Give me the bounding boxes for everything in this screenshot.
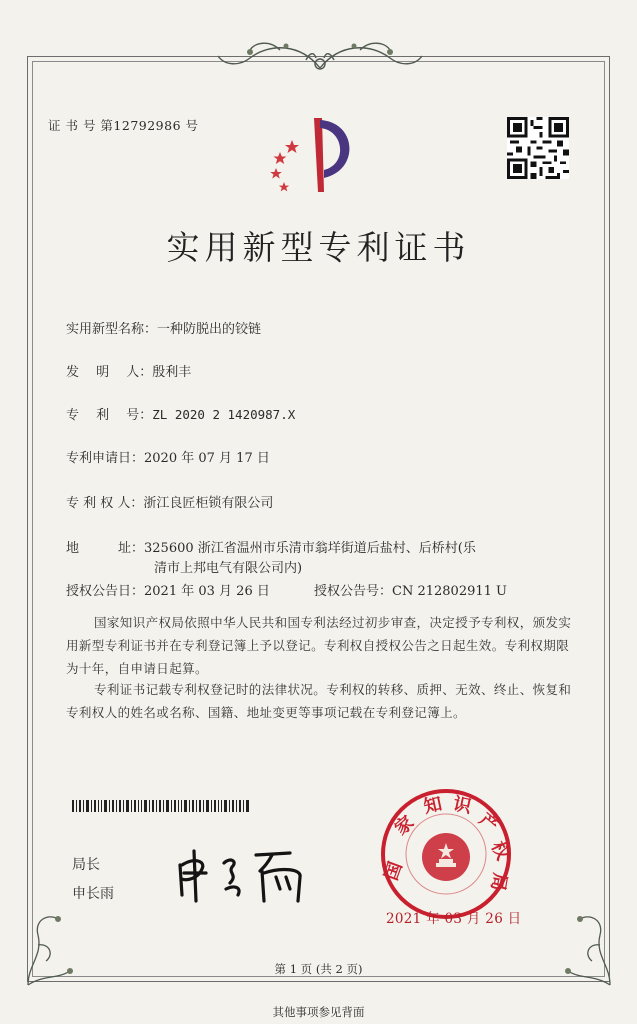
patentee-row bbox=[66, 492, 273, 511]
seal-char-1: 国 bbox=[380, 859, 406, 883]
director-signature bbox=[172, 843, 322, 905]
certificate-inner-border bbox=[32, 61, 605, 977]
seal-char-3: 知 bbox=[421, 793, 444, 817]
address-row bbox=[66, 537, 476, 556]
seal-char-6: 权 bbox=[487, 838, 513, 863]
footer-note: 其他事项参见背面 bbox=[272, 1005, 365, 1019]
legal-paragraph-1: 国家知识产权局依照中华人民共和国专利法经过初步审查，决定授予专利权，颁发实用新型专利证书并在专利登记簿上予以登记。专利权自授权公告之日起生效。专利权期限为十年，自申请日起算。 bbox=[66, 615, 572, 676]
certificate-number bbox=[48, 116, 199, 134]
certificate-title: 实用新型专利证书 bbox=[166, 228, 471, 267]
logo-stars bbox=[270, 140, 299, 191]
logo-stroke bbox=[314, 118, 324, 192]
qr-code bbox=[507, 117, 569, 179]
seal-char-7: 局 bbox=[487, 871, 511, 893]
certificate-number-suffix: 号 bbox=[185, 118, 199, 133]
official-seal bbox=[379, 787, 513, 921]
grant-number-label: 授权公告号： bbox=[314, 584, 393, 599]
certificate-number-value: 12792986 bbox=[113, 118, 182, 133]
grant-date-label: 授权公告日： bbox=[66, 584, 145, 599]
filing-date-value: 2020 年 07 月 17 日 bbox=[144, 451, 270, 466]
seal-date: 2021 年 03 月 26 日 bbox=[386, 911, 522, 927]
national-emblem-icon bbox=[422, 833, 470, 881]
page-number: 第 1 页 (共 2 页) bbox=[274, 962, 363, 976]
address-label: 地 址： bbox=[66, 541, 145, 556]
utility-model-name-row bbox=[66, 318, 261, 337]
grant-number-row bbox=[314, 580, 507, 599]
address-line-2: 清市上邦电气有限公司内) bbox=[154, 561, 303, 576]
inventor-row bbox=[66, 361, 191, 380]
director-title: 局长 bbox=[72, 857, 100, 873]
patent-number-label: 专 利 号： bbox=[66, 408, 153, 423]
name-label: 实用新型名称： bbox=[66, 322, 158, 337]
grant-number-value: CN 212802911 U bbox=[392, 584, 507, 599]
patentee-value: 浙江良匠柜锁有限公司 bbox=[143, 496, 274, 511]
seal-char-5: 产 bbox=[475, 808, 503, 836]
seal-char-2: 家 bbox=[390, 811, 418, 839]
inventor-label: 发 明 人： bbox=[66, 365, 153, 380]
patent-number-value: ZL 2020 2 1420987.X bbox=[152, 407, 296, 422]
legal-paragraph-2: 专利证书记载专利权登记时的法律状况。专利权的转移、质押、无效、终止、恢复和专利权人的姓名或名称、国籍、地址变更等事项记载在专利登记簿上。 bbox=[66, 682, 572, 720]
filing-date-label: 专利申请日： bbox=[66, 451, 145, 466]
patentee-label: 专 利 权 人： bbox=[66, 496, 144, 511]
seal-char-4: 识 bbox=[451, 793, 474, 817]
top-ornament bbox=[210, 38, 430, 78]
address-line-1: 325600 浙江省温州市乐清市翁垟街道后盐村、后桥村(乐 bbox=[144, 541, 476, 556]
cnipa-logo bbox=[262, 112, 362, 197]
patent-number-row bbox=[66, 404, 295, 423]
certificate-number-label: 证 书 号 第 bbox=[48, 118, 114, 133]
name-value: 一种防脱出的铰链 bbox=[157, 322, 262, 337]
director-name: 申长雨 bbox=[72, 886, 114, 902]
logo-p bbox=[320, 120, 349, 178]
grant-date-value: 2021 年 03 月 26 日 bbox=[144, 584, 270, 599]
grant-date-row bbox=[66, 580, 270, 599]
filing-date-row bbox=[66, 447, 270, 466]
inventor-value: 殷利丰 bbox=[152, 365, 192, 380]
barcode bbox=[72, 800, 250, 812]
